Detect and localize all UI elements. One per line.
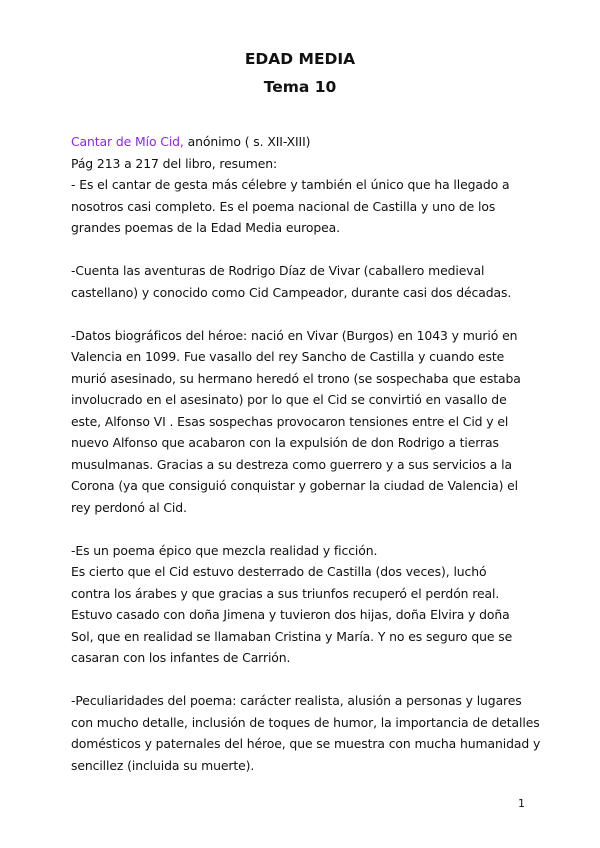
- text-line: grandes poemas de la Edad Media europea.: [71, 220, 340, 235]
- text-line: sencillez (incluida su muerte).: [71, 757, 255, 773]
- work-date: anónimo ( s. XII-XIII): [183, 134, 311, 149]
- text-line: con mucho detalle, inclusión de toques de humor, la importancia de detalles: [71, 714, 540, 730]
- text-line: nosotros casi completo. Es el poema nacional de Castilla y uno de los: [71, 198, 496, 214]
- text-line: -Datos biográficos del héroe: nació en Vivar (Burgos) en 1043 y murió en: [71, 327, 518, 343]
- paragraph-2: [71, 260, 541, 303]
- paragraph-4: [71, 540, 541, 669]
- document-body: [71, 131, 541, 776]
- text-line: murió asesinado, su hermano heredó el trono (se sospechaba que estaba: [71, 370, 521, 386]
- page-title: EDAD MEDIA: [244, 50, 356, 68]
- text-line: nuevo Alfonso que acabaron con la expulsión de don Rodrigo a tierras: [71, 435, 499, 450]
- text-line: domésticos y paternales del héroe, que se muestra con mucha humanidad y: [71, 736, 541, 751]
- text-line: rey perdonó al Cid.: [71, 499, 187, 515]
- text-line: involucrado en el asesinato) por lo que el Cid se convirtió en vasallo de: [71, 392, 507, 407]
- paragraph-1: [71, 174, 541, 239]
- text-line: Estuvo casado con doña Jimena y tuvieron dos hijas, doña Elvira y doña: [71, 607, 510, 622]
- text-line: -Cuenta las aventuras de Rodrigo Díaz de Vivar (caballero medieval: [71, 263, 485, 278]
- paragraph-5: [71, 690, 541, 776]
- page-number: 1: [518, 797, 525, 810]
- text-line: casaran con los infantes de Carrión.: [71, 650, 291, 665]
- text-line: - Es el cantar de gesta más célebre y también el único que ha llegado a: [71, 177, 510, 192]
- text-line: Corona (ya que consiguió conquistar y gobernar la ciudad de Valencia) el: [71, 478, 519, 493]
- text-line: Es cierto que el Cid estuvo desterrado de Castilla (dos veces), luchó: [71, 564, 487, 579]
- text-line: contra los árabes y que gracias a sus triunfos recuperó el perdón real.: [71, 585, 500, 601]
- work-heading: [71, 131, 541, 153]
- text-line: castellano) y conocido como Cid Campeador, durante casi dos décadas.: [71, 284, 512, 300]
- work-title: Cantar de Mío Cid,: [71, 134, 184, 149]
- text-line: este, Alfonso VI . Esas sospechas provocaron tensiones entre el Cid y el: [71, 413, 509, 429]
- pages-reference: Pág 213 a 217 del libro, resumen:: [71, 155, 278, 171]
- text-line: -Peculiaridades del poema: carácter realista, alusión a personas y lugares: [71, 693, 522, 708]
- paragraph-3: [71, 325, 541, 519]
- text-line: Valencia en 1099. Fue vasallo del rey Sancho de Castilla y cuando este: [71, 349, 505, 364]
- page-subtitle: Tema 10: [263, 78, 337, 96]
- text-line: Sol, que en realidad se llamaban Cristina y María. Y no es seguro que se: [71, 628, 513, 644]
- text-line: musulmanas. Gracias a su destreza como guerrero y a sus servicios a la: [71, 456, 512, 472]
- text-line: -Es un poema épico que mezcla realidad y ficción.: [71, 542, 378, 558]
